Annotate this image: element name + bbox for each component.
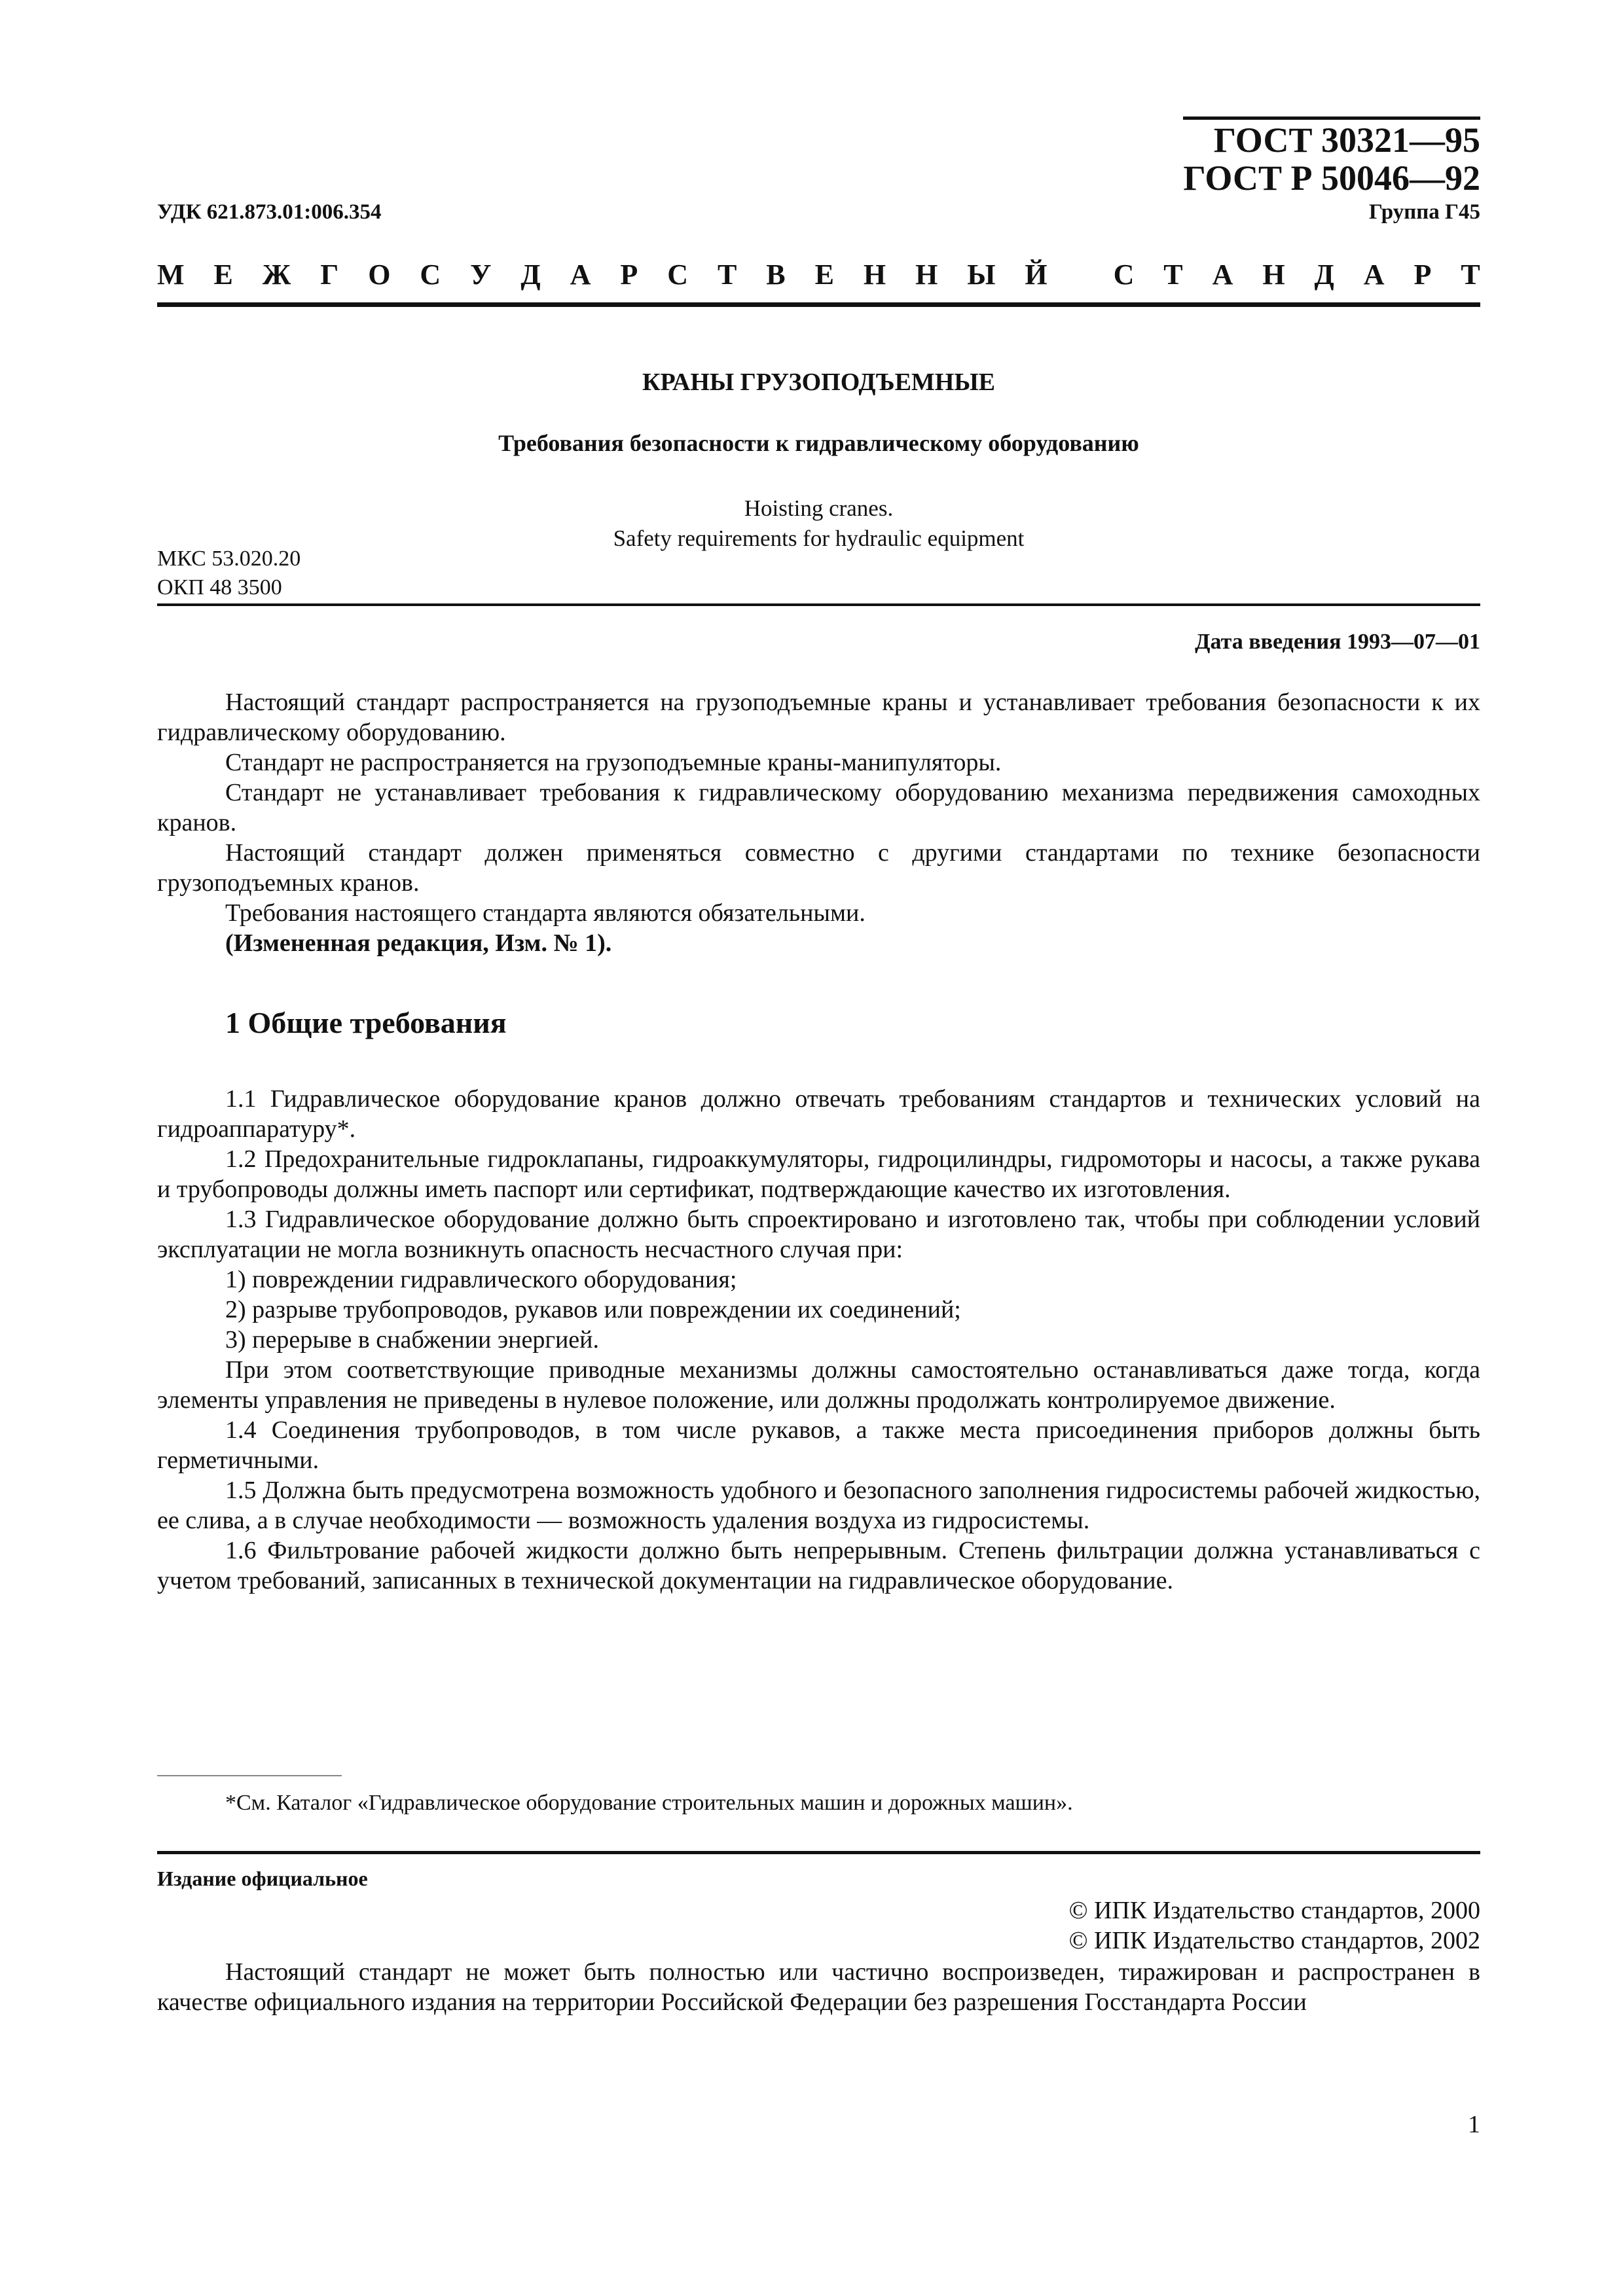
banner-letter: С: [667, 259, 688, 291]
section-heading: 1 Общие требования: [225, 1006, 507, 1039]
section-paragraph: При этом соответствующие приводные механизмы должны самостоятельно останавливаться даже тогда, когда элементы управления не приведены в нулевое положение, или должны продолжать контролируемое движение.: [157, 1356, 1480, 1414]
banner-letter: В: [766, 259, 786, 291]
banner-letter: Е: [814, 259, 834, 291]
list-item: 3) перерыве в снабжении энергией.: [225, 1326, 600, 1354]
section-paragraph: 1.1 Гидравлическое оборудование кранов должно отвечать требованиям стандартов и технических условий на гидроаппаратуру*.: [157, 1085, 1480, 1143]
document-title: КРАНЫ ГРУЗОПОДЪЕМНЫЕ: [642, 368, 996, 396]
copyright-block: [1069, 1895, 1480, 1956]
udk-code: УДК 621.873.01:006.354: [157, 200, 382, 224]
copyright-line: © ИПК Издательство стандартов, 2000: [1068, 1897, 1480, 1924]
english-title-line-1: Hoisting cranes.: [744, 495, 894, 521]
footnote: *См. Каталог «Гидравлическое оборудование строительных машин и дорожных машин».: [225, 1791, 1073, 1815]
banner-letter: Р: [1413, 259, 1432, 291]
gost-designation: [1183, 117, 1480, 197]
list-item: 2) разрыве трубопроводов, рукавов или повреждении их соединений;: [225, 1296, 961, 1323]
english-title-line-2: Safety requirements for hydraulic equipment: [613, 526, 1025, 551]
banner-letter: Д: [1314, 259, 1334, 291]
interstate-standard-banner: [157, 258, 1480, 291]
intro-paragraph: Требования настоящего стандарта являются обязательными.: [225, 899, 866, 927]
english-title: [157, 493, 1480, 554]
mks-code: МКС 53.020.20: [157, 547, 301, 571]
intro-paragraph: Настоящий стандарт распространяется на грузоподъемные краны и устанавливает требования безопасности к их гидравлическому оборудованию.: [157, 689, 1480, 746]
document-subtitle: Требования безопасности к гидравлическому оборудованию: [498, 430, 1139, 456]
reproduction-notice: [157, 1957, 1480, 2017]
banner-letter: А: [570, 259, 591, 291]
copyright-line: © ИПК Издательство стандартов, 2002: [1068, 1927, 1480, 1954]
banner-letter: А: [1363, 259, 1385, 291]
intro-paragraph: Стандарт не распространяется на грузоподъемные краны-манипуляторы.: [225, 749, 1002, 776]
okp-code: ОКП 48 3500: [157, 575, 282, 600]
reproduction-notice-text: Настоящий стандарт не может быть полностью или частично воспроизведен, тиражирован и распространен в качестве официального издания на территории Российской Федерации без разрешения Госстандарта России: [157, 1958, 1480, 2016]
classification-rule: [157, 603, 1480, 606]
banner-letter: С: [420, 259, 441, 291]
intro-paragraph: Стандарт не устанавливает требования к гидравлическому оборудованию механизма передвижения самоходных кранов.: [157, 779, 1480, 836]
section-paragraph: 1.3 Гидравлическое оборудование должно быть спроектировано и изготовлено так, чтобы при соблюдении условий эксплуатации не могла возникнуть опасность несчастного случая при:: [157, 1206, 1480, 1263]
banner-letter: С: [1113, 259, 1135, 291]
group-code: Группа Г45: [1368, 200, 1480, 224]
banner-letter: Ы: [967, 259, 996, 291]
amendment-note: (Измененная редакция, Изм. № 1).: [225, 929, 612, 957]
banner-letter: Р: [620, 259, 638, 291]
banner-letter: Д: [520, 259, 541, 291]
banner-letter: Т: [1163, 259, 1183, 291]
introduction-date: Дата введения 1993—07—01: [1195, 630, 1480, 654]
banner-letter: Н: [1262, 259, 1285, 291]
banner-letter: Т: [1461, 259, 1480, 291]
banner-letter: Й: [1025, 259, 1048, 291]
gost-code-primary: ГОСТ 30321—95: [1183, 117, 1480, 159]
banner-letter: [1077, 258, 1084, 291]
list-item: 1) повреждении гидравлического оборудования;: [225, 1266, 737, 1293]
banner-letter: А: [1212, 259, 1233, 291]
footer-rule: [157, 1851, 1480, 1854]
gost-code-secondary: ГОСТ Р 50046—92: [1183, 158, 1480, 198]
official-edition-label: Издание официальное: [157, 1867, 368, 1890]
banner-letter: М: [157, 259, 185, 291]
intro-text: [157, 687, 1480, 958]
intro-paragraph: Настоящий стандарт должен применяться совместно с другими стандартами по технике безопасности грузоподъемных кранов.: [157, 839, 1480, 897]
section-paragraph: 1.5 Должна быть предусмотрена возможность удобного и безопасного заполнения гидросистемы рабочей жидкостью, ее слива, а в случае необходимости — возможность удаления воздуха из гидросистемы.: [157, 1477, 1480, 1534]
page-number: 1: [1468, 2111, 1480, 2138]
banner-letter: О: [368, 259, 391, 291]
banner-letter: У: [470, 259, 492, 291]
banner-letter: Н: [915, 259, 938, 291]
section-paragraph: 1.6 Фильтрование рабочей жидкости должно быть непрерывным. Степень фильтрации должна устанавливаться с учетом требований, записанных в технической документации на гидравлическое оборудование.: [157, 1537, 1480, 1594]
header-rule: [157, 302, 1480, 307]
banner-letter: Ж: [262, 259, 291, 291]
banner-letter: Е: [213, 259, 233, 291]
section-paragraph: 1.2 Предохранительные гидроклапаны, гидроаккумуляторы, гидроцилиндры, гидромоторы и насосы, а также рукава и трубопроводы должны иметь паспорт или сертификат, подтверждающие качество их изготовления.: [157, 1145, 1480, 1203]
section-text: [157, 1084, 1480, 1596]
banner-letter: Т: [717, 259, 737, 291]
footnote-divider: [157, 1775, 342, 1776]
classification-codes: [157, 545, 301, 602]
section-paragraph: 1.4 Соединения трубопроводов, в том числе рукавов, а также места присоединения приборов должны быть герметичными.: [157, 1416, 1480, 1474]
banner-letter: Г: [320, 259, 339, 291]
banner-letter: Н: [863, 259, 886, 291]
